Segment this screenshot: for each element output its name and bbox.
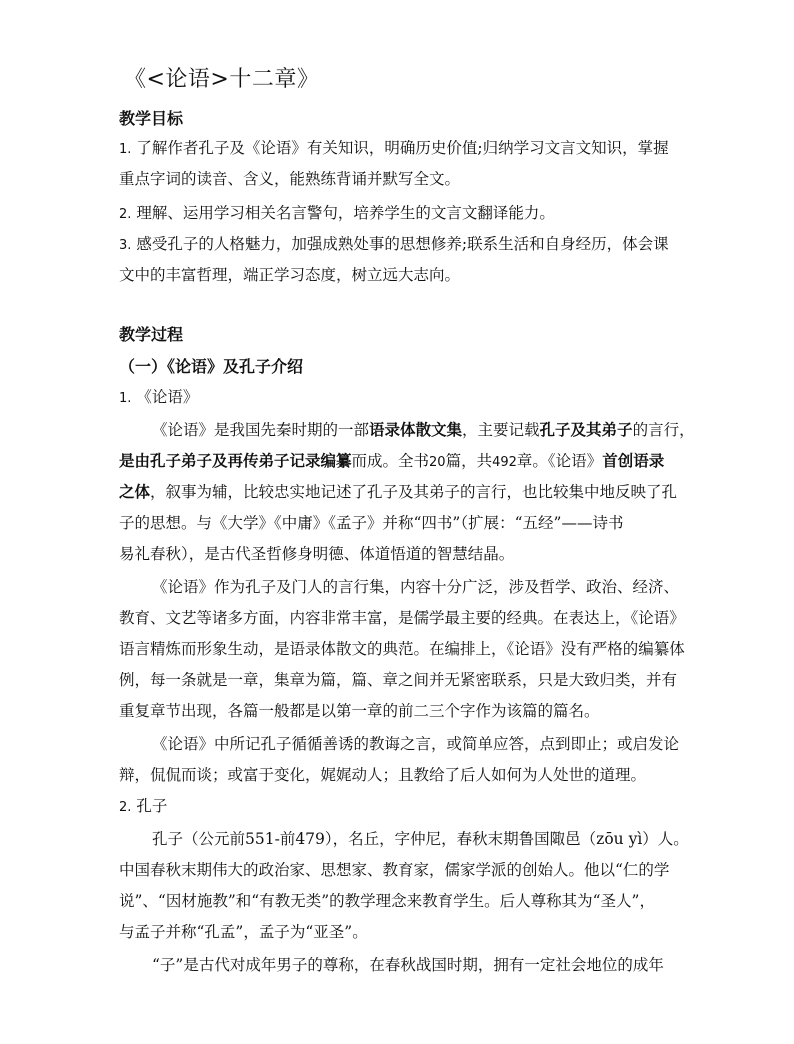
objective-3-line-2: 文中的丰富哲理，端正学习态度，树立远大志向。 (119, 266, 461, 284)
zi-meaning-line-1: “子”是古代对成年男子的尊称，在春秋战国时期，拥有一定社会地位的成年 (152, 956, 664, 974)
lunyu-intro-line-3: 之体，叙事为辅，比较忠实地记述了孔子及其弟子的言行，也比较集中地反映了孔 (119, 482, 678, 501)
confucius-line-4: 与孟子并称“孔孟”，孟子为“亚圣”。 (119, 923, 368, 941)
page-title: 《<论语>十二章》 (124, 67, 320, 92)
confucius-line-3: 说”、“因材施教”和“有教无类”的教学理念来教育学生。后人尊称其为“圣人”， (119, 892, 655, 910)
lunyu-content-line-1: 《论语》作为孔子及门人的言行集，内容十分广泛，涉及哲学、政治、经济、 (152, 578, 680, 596)
objectives-heading: 教学目标 (119, 109, 184, 128)
objective-3-number: 3. (119, 238, 132, 253)
lunyu-style-line-1: 《论语》中所记孔子循循善诱的教诲之言，或简单应答，点到即止；或启发论 (152, 735, 680, 753)
subsection-1-heading: 1. 《论语》 (119, 388, 199, 406)
lunyu-intro-line-4: 子的思想。与《大学》《中庸》《孟子》并称“四书”（扩展：“五经”——诗书 (119, 514, 624, 532)
objective-1-line-2: 重点字词的读音、含义，能熟练背诵并默写全文。 (119, 170, 461, 188)
objective-1-line-1: 1. 了解作者孔子及《论语》有关知识，明确历史价值;归纳学习文言文知识，掌握 (119, 139, 669, 157)
lunyu-intro-line-1: 《论语》是我国先秦时期的一部语录体散文集，主要记载孔子及其弟子的言行， (152, 420, 695, 439)
lunyu-intro-line-5: 易礼春秋），是古代圣哲修身明德、体道悟道的智慧结晶。 (119, 545, 515, 563)
process-heading: 教学过程 (119, 325, 184, 344)
objective-2-line-1: 2. 理解、运用学习相关名言警句，培养学生的文言文翻译能力。 (119, 204, 555, 222)
lunyu-style-line-2: 辩，侃侃而谈；或富于变化，娓娓动人；且教给了后人如何为人处世的道理。 (119, 766, 647, 784)
confucius-line-2: 中国春秋末期伟大的政治家、思想家、教育家，儒家学派的创始人。他以“仁的学 (119, 861, 670, 879)
objective-2-number: 2. (119, 207, 132, 222)
lunyu-content-line-3: 语言精炼而形象生动，是语录体散文的典范。在编排上，《论语》没有严格的编纂体 (119, 640, 685, 658)
lunyu-content-line-5: 重复章节出现，各篇一般都是以第一章的前二三个字作为该篇的篇名。 (119, 702, 600, 720)
subsection-2-heading: 2. 孔子 (119, 797, 168, 815)
objective-1-number: 1. (119, 142, 132, 157)
lunyu-intro-line-2: 是由孔子弟子及再传弟子记录编纂而成。全书20篇，共492章。《论语》首创语录 (119, 451, 665, 470)
lunyu-content-line-2: 教育、文艺等诸多方面，内容非常丰富，是儒学最主要的经典。在表达上，《论语》 (119, 609, 685, 627)
confucius-line-1: 孔子（公元前551-前479），名丘，字仲尼，春秋末期鲁国陬邑（zōu yì）人。 (152, 830, 689, 848)
objective-3-line-1: 3. 感受孔子的人格魅力，加强成熟处事的思想修养;联系生活和自身经历，体会课 (119, 235, 669, 253)
section-1-heading: （一）《论语》及孔子介绍 (119, 357, 304, 376)
lunyu-content-line-4: 例，每一条就是一章，集章为篇，篇、章之间并无紧密联系，只是大致归类，并有 (119, 671, 678, 689)
